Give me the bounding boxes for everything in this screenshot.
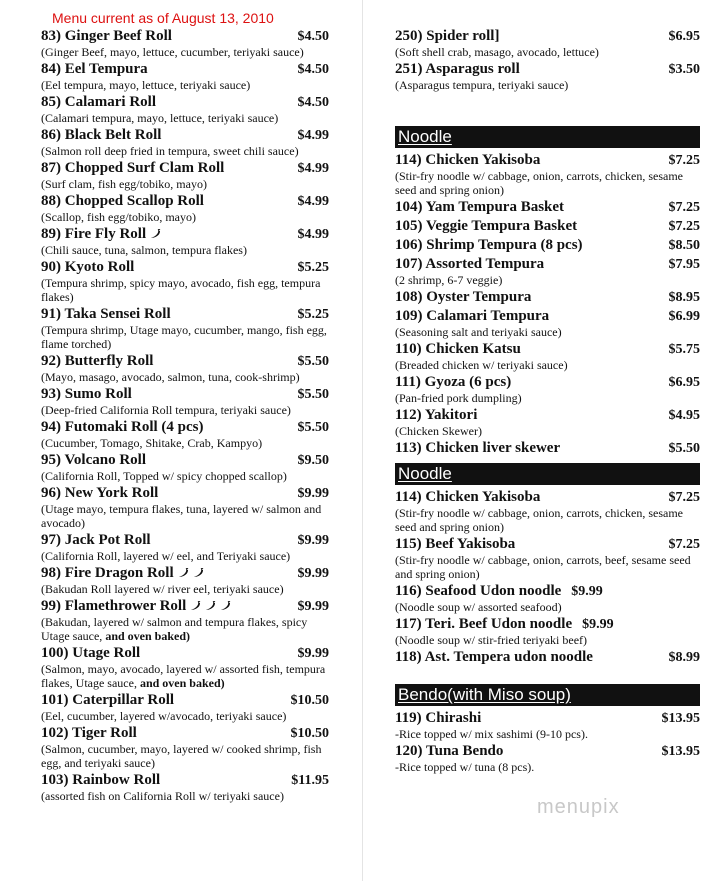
chili-pepper-icon [204,601,216,612]
menu-item-description [41,502,329,530]
menu-item-name-text: 96) New York Roll [41,485,159,501]
menu-item-name-text: 101) Caterpillar Roll [41,692,175,708]
menu-item-description-text: (2 shrimp, 6-7 veggie) [395,273,503,287]
menu-item [395,649,700,666]
menu-item-price: $9.99 [571,584,603,599]
menu-item-price: $9.99 [297,599,329,614]
menu-item-name [41,485,158,501]
menu-item-line [395,743,700,760]
menu-item [395,407,700,438]
menu-item-description-text: (Salmon, mayo, avocado, layered w/ assorted fish, tempura flakes, Utage sauce, [41,662,326,690]
menu-item-price: $10.50 [290,726,329,741]
menu-item-name-text: 114) Chicken Yakisoba [395,489,541,505]
menu-item-price: $9.99 [297,486,329,501]
menu-item-line [41,452,329,469]
menu-item-line [395,152,700,169]
menu-item-line [41,485,329,502]
menu-item-price: $6.95 [668,29,700,44]
menu-item [41,725,329,770]
menu-item-name-text: 115) Beef Yakisoba [395,536,516,552]
menu-item-description [395,391,700,405]
menu-item-name-text: 110) Chicken Katsu [395,341,521,357]
menu-item-name-text: 250) Spider roll] [395,28,500,44]
menu-item-name-text: 83) Ginger Beef Roll [41,28,172,44]
menu-item-name [41,259,134,275]
menu-item-description-text: (Eel tempura, mayo, lettuce, teriyaki sauce) [41,78,251,92]
menu-item-name [41,565,204,581]
menu-item-price: $4.99 [297,227,329,242]
menu-item-description [41,78,329,92]
menu-item-price: $8.50 [668,238,700,253]
menu-item-price: $7.25 [668,200,700,215]
menu-item-description [395,325,700,339]
menu-item-name-text: 112) Yakitori [395,407,478,423]
menu-item [41,386,329,417]
menu-item-name [395,237,583,253]
chili-pepper-icon [189,601,201,612]
menu-item-description [41,469,329,483]
menu-item [41,127,329,158]
menu-item-line [395,649,700,666]
menu-item [41,193,329,224]
menu-item [41,259,329,304]
menu-item-description-text: (Seasoning salt and teriyaki sauce) [395,325,562,339]
menu-item-line [41,259,329,276]
menu-item-name-text: 99) Flamethrower Roll [41,598,187,614]
menu-item-description-text: (Pan-fried pork dumpling) [395,391,522,405]
menu-item-description-text: (Calamari tempura, mayo, lettuce, teriyaki sauce) [41,111,279,125]
menu-item-description-text: (Asparagus tempura, teriyaki sauce) [395,78,569,92]
menu-item-price: $5.75 [668,342,700,357]
menu-item-price: $8.95 [668,290,700,305]
chili-pepper-icon [177,568,189,579]
menu-item-description [41,144,329,158]
menu-item-price: $5.25 [297,307,329,322]
menu-item-name-text: 100) Utage Roll [41,645,141,661]
menu-item [41,61,329,92]
menu-item [41,485,329,530]
menu-item-name [41,160,224,176]
menu-item-name [41,386,132,402]
menu-item-name [395,28,499,44]
menu-item-name-text: 95) Volcano Roll [41,452,147,468]
chili-pepper-icon [192,568,204,579]
menu-item-name-text: 118) Ast. Tempera udon noodle [395,649,593,665]
menu-item-name-text: 117) Teri. Beef Udon noodle [395,616,573,632]
menu-item-description [41,615,329,643]
menu-item-description [395,553,700,581]
section-header [395,126,700,148]
menu-item-description [41,403,329,417]
menu-item-description [41,243,329,257]
section-header [395,684,700,706]
menu-item [395,152,700,197]
menu-item-description-text: (Surf clam, fish egg/tobiko, mayo) [41,177,207,191]
menu-item [41,226,329,257]
menu-item-name [41,61,148,77]
menu-item-description-text: (Noodle soup w/ assorted seafood) [395,600,562,614]
menu-item-line [395,256,700,273]
menu-item-description [41,436,329,450]
menu-item-description-text: (Chili sauce, tuna, salmon, tempura flakes) [41,243,247,257]
menu-item-price: $10.50 [290,693,329,708]
menu-item-name [41,692,174,708]
menu-item-line [41,61,329,78]
menu-item-price: $9.99 [297,646,329,661]
menu-item-name [395,710,481,726]
menu-item-line [41,306,329,323]
menu-item-name-text: 108) Oyster Tempura [395,289,532,305]
menu-item [395,583,700,614]
menu-item-name-text: 109) Calamari Tempura [395,308,550,324]
menu-item-line [41,28,329,45]
menu-item-line [41,94,329,111]
menu-item-line [395,341,700,358]
watermark: menupix [537,796,620,818]
menu-item-description [41,789,329,803]
menu-item [395,341,700,372]
section-header [395,463,700,485]
menu-item-description [41,582,329,596]
menu-item-price: $4.99 [297,161,329,176]
menu-item [395,440,700,457]
menu-item [395,743,700,774]
menu-item-description-text: (Bakudan, layered w/ salmon and tempura flakes, spicy Utage sauce, [41,615,308,643]
menu-item-name [41,226,161,242]
menu-item [395,256,700,287]
menu-item-description [41,276,329,304]
menu-item [395,218,700,235]
menu-item-line [395,536,700,553]
menu-item-name [395,308,549,324]
right-column [395,28,700,776]
menu-item-description [41,370,329,384]
menu-item-name-text: 86) Black Belt Roll [41,127,162,143]
menu-item-price: $6.95 [668,375,700,390]
section-title: Noodle [398,464,452,483]
menu-item-description-text: (Soft shell crab, masago, avocado, lettuce) [395,45,599,59]
menu-item-name [41,127,161,143]
menu-item-name [395,743,503,759]
menu-item [41,94,329,125]
menu-item-line [395,616,700,633]
menu-item-line [395,237,700,254]
menu-item-description [41,111,329,125]
menu-item-description-text: (Bakudan Roll layered w/ river eel, teriyaki sauce) [41,582,284,596]
menu-item-description-bold: and oven baked) [102,629,191,643]
menu-item-name-text: 85) Calamari Roll [41,94,156,110]
menu-item-description [41,45,329,59]
menu-item-name-text: 103) Rainbow Roll [41,772,161,788]
menu-item [395,374,700,405]
menu-item-name [395,256,544,272]
menu-item [41,532,329,563]
menu-item [41,452,329,483]
menu-item-name-text: 89) Fire Fly Roll [41,226,147,242]
menu-item-description-text: (Breaded chicken w/ teriyaki sauce) [395,358,568,372]
menu-item-price: $5.50 [297,420,329,435]
menu-item-price: $11.95 [291,773,329,788]
menu-item-price: $9.50 [297,453,329,468]
menu-item-name-text: 114) Chicken Yakisoba [395,152,541,168]
menu-item-price: $9.99 [297,566,329,581]
menu-item [41,598,329,643]
menu-item-description-text: (Eel, cucumber, layered w/avocado, teriyaki sauce) [41,709,287,723]
section-title: Noodle [398,127,452,146]
menu-item-price: $7.25 [668,490,700,505]
section-title: Bendo(with Miso soup) [398,685,571,704]
menu-item-name-text: 113) Chicken liver skewer [395,440,561,456]
menu-item-name-text: 120) Tuna Bendo [395,743,504,759]
menu-item-price: $13.95 [661,711,700,726]
menu-item-description-text: -Rice topped w/ mix sashimi (9-10 pcs). [395,727,588,741]
menu-item-price: $4.95 [668,408,700,423]
menu-item-description-text: (Cucumber, Tomago, Shitake, Crab, Kampyo) [41,436,263,450]
menu-item-name [395,583,561,599]
menu-item-name-text: 87) Chopped Surf Clam Roll [41,160,225,176]
menu-item-name [41,193,204,209]
menu-item-description [395,358,700,372]
menu-item-name-text: 119) Chirashi [395,710,482,726]
menu-item-line [395,440,700,457]
menu-item-description [41,549,329,563]
menu-item-line [41,353,329,370]
menu-item [395,199,700,216]
menu-item [395,289,700,306]
menu-item-line [395,218,700,235]
menu-item-description-text: (Salmon roll deep fried in tempura, sweet chili sauce) [41,144,299,158]
menu-item-line [41,772,329,789]
menu-item-description [41,323,329,351]
menu-item-name-text: 98) Fire Dragon Roll [41,565,174,581]
menu-item-description-text: (Deep-fried California Roll tempura, teriyaki sauce) [41,403,291,417]
menu-item-price: $6.99 [668,309,700,324]
menu-item-price: $4.99 [297,128,329,143]
menu-item-name [41,353,153,369]
menu-item-price: $5.50 [297,354,329,369]
menu-item-price: $3.50 [668,62,700,77]
menu-item-description-text: (Stir-fry noodle w/ cabbage, onion, carrots, beef, sesame seed and spring onion) [395,553,691,581]
menu-item-name-text: 104) Yam Tempura Basket [395,199,565,215]
menu-item-description [395,760,700,774]
menu-item-price: $4.99 [297,194,329,209]
menu-item-price: $4.50 [297,95,329,110]
menu-item [41,160,329,191]
menu-item-name-text: 84) Eel Tempura [41,61,148,77]
menu-item-name [395,374,511,390]
menu-item-name [395,489,540,505]
menu-item-name [41,28,172,44]
menu-item [41,772,329,803]
menu-item-line [41,226,329,243]
menu-item-line [395,308,700,325]
menu-item-price: $4.50 [297,29,329,44]
menu-item-description-text: (California Roll, Topped w/ spicy chopped scallop) [41,469,287,483]
menu-item-name-text: 97) Jack Pot Roll [41,532,151,548]
menu-item-description [395,506,700,534]
menu-item-name [41,532,151,548]
menu-item-price: $13.95 [661,744,700,759]
menu-item-line [41,598,329,615]
menu-item-name [41,306,171,322]
menu-item-description-text: (Utage mayo, tempura flakes, tuna, layered w/ salmon and avocado) [41,502,322,530]
menu-item-line [41,193,329,210]
menu-item-name [395,536,515,552]
column-divider [362,0,363,881]
menu-item [41,419,329,450]
menu-item-price: $7.25 [668,153,700,168]
menu-item-price: $7.25 [668,537,700,552]
menu-item-name-text: 105) Veggie Tempura Basket [395,218,578,234]
menu-item [41,645,329,690]
menu-item-price: $5.50 [297,387,329,402]
menu-item-name [395,616,572,632]
menu-item-description-text: (Mayo, masago, avocado, salmon, tuna, cook-shrimp) [41,370,300,384]
menu-item-description-text: (California Roll, layered w/ eel, and Teriyaki sauce) [41,549,291,563]
menu-item-name [395,649,593,665]
menu-item-name [41,725,137,741]
menu-item-description-text: -Rice topped w/ tuna (8 pcs). [395,760,535,774]
menu-item [41,353,329,384]
menu-item-description [41,742,329,770]
menu-item-line [41,160,329,177]
menu-item-line [41,725,329,742]
menu-item [41,692,329,723]
menu-item-price: $8.99 [668,650,700,665]
menu-item-line [395,489,700,506]
menu-item-name-text: 111) Gyoza (6 pcs) [395,374,512,390]
menu-item-description [395,727,700,741]
left-column [41,28,329,805]
menu-item-description-text: (Scallop, fish egg/tobiko, mayo) [41,210,196,224]
menu-item-line [395,583,700,600]
menu-item [41,28,329,59]
menu-item-line [41,692,329,709]
menu-item-name [395,407,477,423]
menu-item-name [395,152,540,168]
menu-item-name-text: 107) Assorted Tempura [395,256,545,272]
menu-item [41,306,329,351]
menu-item-description-text: (Tempura shrimp, spicy mayo, avocado, fish egg, tempura flakes) [41,276,321,304]
menu-item-name [41,419,204,435]
menu-item [41,565,329,596]
menu-item-name-text: 251) Asparagus roll [395,61,520,77]
menu-item-name [41,598,231,614]
menu-item-description-text: (Noodle soup w/ stir-fried teriyaki beef) [395,633,588,647]
menu-item-price: $7.25 [668,219,700,234]
menu-item-description [41,662,329,690]
menu-item-description [395,633,700,647]
menu-item-name [395,61,520,77]
menu-item-name [395,199,564,215]
menu-item-description [41,709,329,723]
menu-item-line [41,532,329,549]
menu-item-name-text: 88) Chopped Scallop Roll [41,193,204,209]
menu-item-price: $9.99 [582,617,614,632]
menu-item-line [395,374,700,391]
menu-item-name-text: 94) Futomaki Roll (4 pcs) [41,419,204,435]
menu-item-line [395,61,700,78]
menu-item-description-text: (Tempura shrimp, Utage mayo, cucumber, mango, fish egg, flame torched) [41,323,327,351]
menu-current-notice: Menu current as of August 13, 2010 [52,10,274,26]
menu-item-price: $5.50 [668,441,700,456]
menu-item-description [395,600,700,614]
menu-item-line [395,199,700,216]
menu-item-name-text: 102) Tiger Roll [41,725,137,741]
menu-item [395,489,700,534]
menu-item-description-text: (Stir-fry noodle w/ cabbage, onion, carrots, chicken, sesame seed and spring onion) [395,506,683,534]
menu-item-line [41,645,329,662]
menu-item-line [395,710,700,727]
menu-item-description-bold: and oven baked) [136,676,225,690]
menu-item-description-text: (Chicken Skewer) [395,424,482,438]
menu-item-description [395,78,700,92]
menu-item-price: $7.95 [668,257,700,272]
section-spacer [395,94,700,120]
menu-item-line [41,565,329,582]
menu-item [395,616,700,647]
menu-item-name-text: 93) Sumo Roll [41,386,132,402]
menu-item-description [41,177,329,191]
menu-item-description [41,210,329,224]
menu-item [395,536,700,581]
menu-item-name [41,94,156,110]
menu-item-name-text: 116) Seafood Udon noodle [395,583,562,599]
menu-item-line [395,407,700,424]
menu-item-name [41,452,146,468]
menu-item-name [395,289,531,305]
menu-item [395,61,700,92]
menu-item [395,308,700,339]
menu-item-description [395,424,700,438]
menu-item-line [395,289,700,306]
menu-item-price: $4.50 [297,62,329,77]
menu-item-name-text: 106) Shrimp Tempura (8 pcs) [395,237,583,253]
chili-pepper-icon [219,601,231,612]
menu-item-line [41,127,329,144]
menu-item [395,710,700,741]
menu-item-description [395,45,700,59]
menu-item-line [41,386,329,403]
menu-item-description-text: (Stir-fry noodle w/ cabbage, onion, carrots, chicken, sesame seed and spring onion) [395,169,683,197]
menu-item-name [395,341,521,357]
menu-item-line [395,28,700,45]
chili-pepper-icon [149,229,161,240]
menu-item [395,237,700,254]
menu-item-description-text: (Salmon, cucumber, mayo, layered w/ cooked shrimp, fish egg, and teriyaki sauce) [41,742,322,770]
menu-item-price: $9.99 [297,533,329,548]
menu-item-name-text: 91) Taka Sensei Roll [41,306,171,322]
menu-item-price: $5.25 [297,260,329,275]
menu-item-line [41,419,329,436]
menu-item-description-text: (assorted fish on California Roll w/ teriyaki sauce) [41,789,284,803]
menu-item [395,28,700,59]
menu-item-name [41,772,160,788]
menu-item-name [395,440,560,456]
menu-item-description [395,169,700,197]
menu-item-name [41,645,140,661]
menu-item-name-text: 92) Butterfly Roll [41,353,154,369]
menu-item-name [395,218,577,234]
menu-item-description-text: (Ginger Beef, mayo, lettuce, cucumber, teriyaki sauce) [41,45,304,59]
menu-item-name-text: 90) Kyoto Roll [41,259,135,275]
menu-item-description [395,273,700,287]
